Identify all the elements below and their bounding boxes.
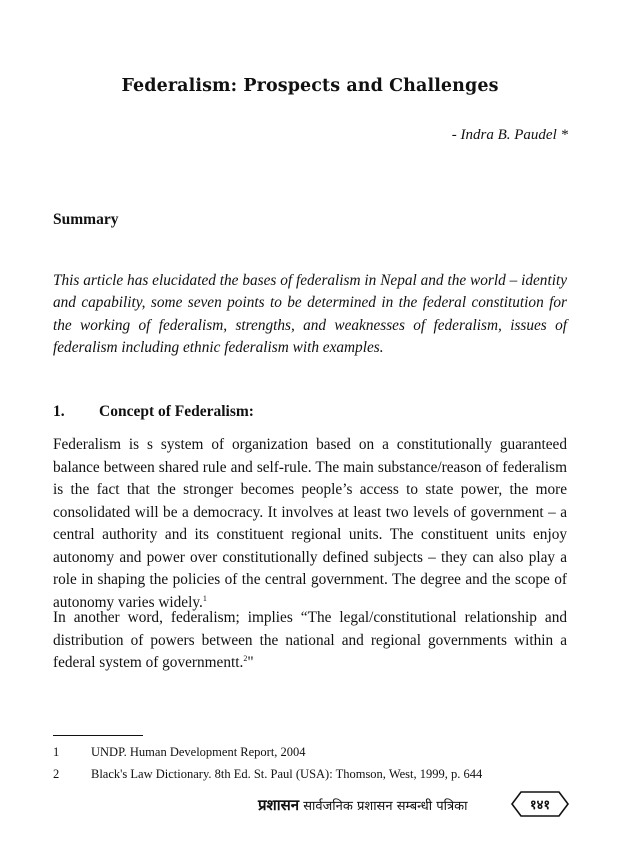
footnote-number: 2 — [53, 767, 60, 781]
footnote-ref-1: 1 — [202, 593, 207, 603]
journal-title-rest: सार्वजनिक प्रशासन सम्बन्धी पत्रिका — [299, 799, 468, 814]
page-title: Federalism: Prospects and Challenges — [121, 76, 499, 96]
page-number-badge — [511, 791, 569, 817]
page-number: १४१ — [529, 798, 551, 813]
footnote — [53, 767, 482, 782]
footnote-text: UNDP. Human Development Report, 2004 — [91, 745, 306, 759]
journal-title — [258, 795, 468, 815]
paragraph-2-closing-quote: " — [247, 654, 254, 671]
footnote — [53, 745, 306, 760]
summary-heading: Summary — [53, 211, 119, 228]
body-paragraph-2 — [53, 607, 567, 675]
footnote-number: 1 — [53, 745, 60, 759]
section-title: Concept of Federalism: — [99, 403, 254, 420]
footnote-ref-2: 2 — [243, 654, 248, 663]
paragraph-1-text: Federalism is s system of organization based on a constitutionally guaranteed balance between shared rule and self-rule. The main substance/reason of federalism is the fact that the stronger becomes people’s access to state power, the more consolidated will be a democracy. It involves at least two levels of government – a central authority and its constituent regional units. The constituent units enjoy autonomy and power over constitutionally defined subjects – they can also play a role in shaping the policies of the central government. The degree and the scope of autonomy varies widely. — [53, 436, 567, 611]
summary-text: This article has elucidated the bases of federalism in Nepal and the world – identity and capability, some seven points to be determined in the federal constitution for the working of federalism, strengths, and weaknesses of federalism, issues of federalism including ethnic federalism with examples. — [53, 272, 567, 356]
body-paragraph-1 — [53, 434, 567, 614]
section-heading — [53, 403, 254, 421]
journal-title-main: प्रशासन — [258, 796, 300, 814]
footnote-text: Black's Law Dictionary. 8th Ed. St. Paul (USA): Thomson, West, 1999, p. 644 — [91, 767, 483, 781]
author-line: - Indra B. Paudel * — [451, 127, 568, 143]
paragraph-2-text: In another word, federalism; implies “The legal/constitutional relationship and distribution of powers between the national and regional governments within a federal system of governmentt. — [53, 609, 567, 671]
section-number: 1. — [53, 403, 65, 420]
footnote-divider — [53, 735, 143, 736]
